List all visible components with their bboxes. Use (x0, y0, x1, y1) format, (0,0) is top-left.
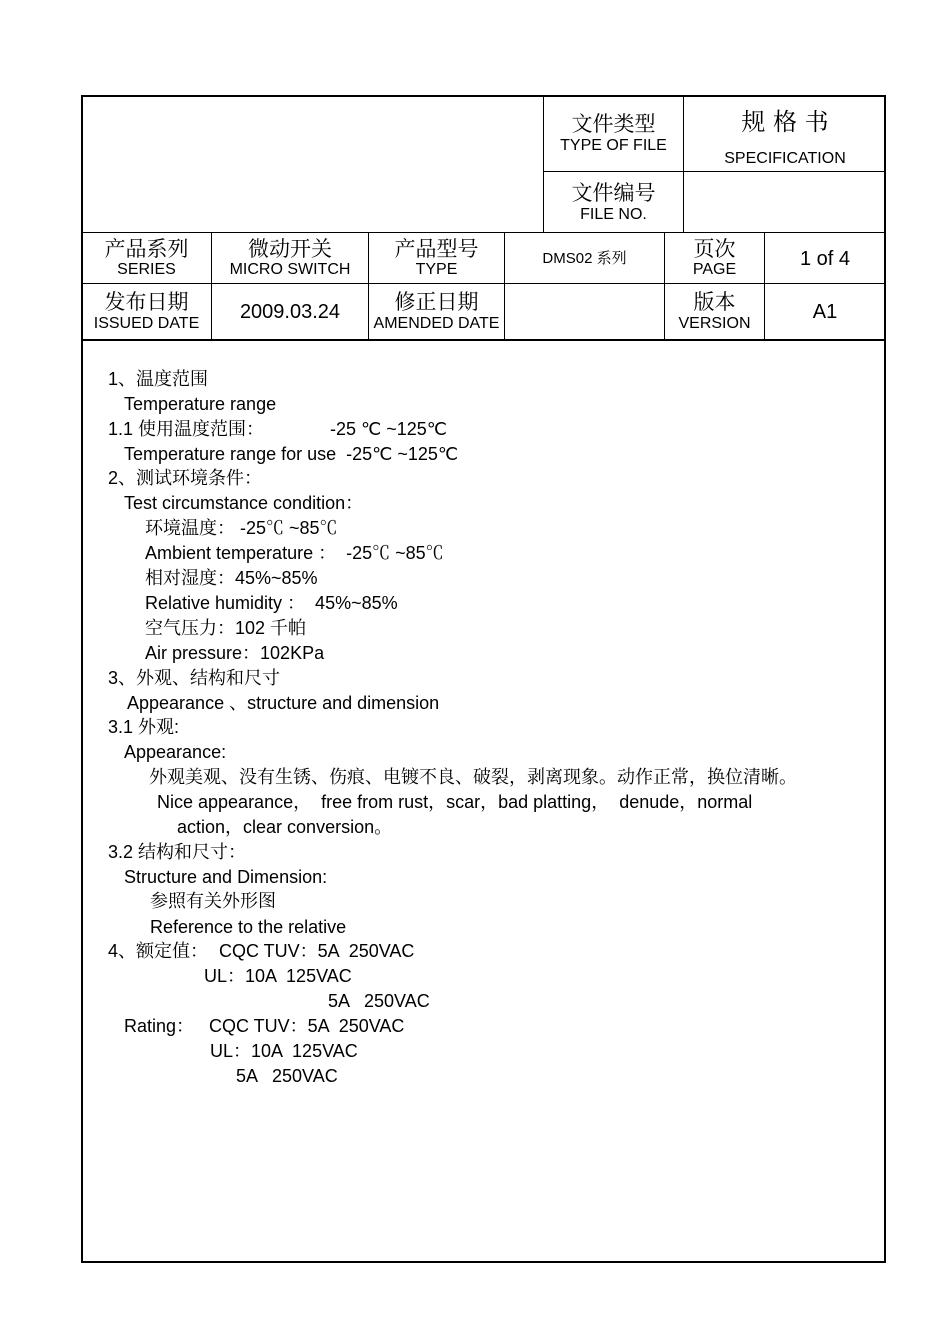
relative-humidity-en: Relative humidity ： 45%~85% (145, 593, 398, 613)
issued-date-label (82, 284, 211, 339)
section-3-heading-cn: 3、外观、结构和尺寸 (108, 668, 281, 688)
rating-ul-cn-line-2: 5A 250VAC (328, 991, 430, 1011)
ambient-temperature-en: Ambient temperature ： -25℃ ~85℃ (145, 543, 444, 563)
series-cn: 产品系列 (104, 236, 189, 261)
section-3-heading-en: Appearance 、structure and dimension (127, 693, 440, 713)
type-of-file-label (544, 97, 683, 171)
page-value-text: 1 of 4 (799, 247, 851, 270)
section-1-1-en: Temperature range for use -25℃ ~125℃ (124, 444, 459, 464)
rating-ul-en-line-1: UL：10A 125VAC (210, 1041, 358, 1061)
series-en: SERIES (117, 260, 176, 278)
section-3-2-heading-en: Structure and Dimension: (124, 867, 328, 887)
page-en: PAGE (692, 260, 737, 278)
amended-date-en: AMENDED DATE (373, 314, 500, 332)
section-4-heading-cn: 4、额定值： (108, 941, 209, 961)
structure-text-cn: 参照有关外形图 (150, 891, 276, 911)
type-cn: 产品型号 (394, 236, 479, 261)
section-1-heading-en: Temperature range (124, 394, 277, 414)
section-3-1-heading-cn: 3.1 外观: (108, 717, 180, 737)
air-pressure-en: Air pressure：102KPa (145, 643, 325, 663)
specification-en: SPECIFICATION (724, 150, 846, 167)
version-value-text: A1 (812, 300, 838, 323)
air-pressure-cn: 空气压力：102 千帕 (145, 618, 307, 638)
amended-date-cn: 修正日期 (394, 289, 479, 314)
series-label (82, 234, 211, 283)
file-no-cn: 文件编号 (571, 180, 656, 205)
rating-cqc-tuv-en: CQC TUV：5A 250VAC (209, 1016, 405, 1036)
section-1-1-value-cn: -25 ℃ ~125℃ (330, 419, 447, 439)
page-label (665, 234, 764, 283)
rating-cqc-tuv-cn: CQC TUV：5A 250VAC (219, 941, 415, 961)
version-en: VERSION (678, 314, 751, 332)
type-value-text: DMS02 系列 (542, 249, 627, 267)
section-3-1-heading-en: Appearance: (124, 742, 227, 762)
type-of-file-cn: 文件类型 (571, 112, 656, 136)
section-4-heading-en: Rating： (124, 1016, 195, 1036)
file-no-label (544, 173, 683, 232)
appearance-text-en-line-1: Nice appearance， free from rust，scar，bad platting， denude，normal (157, 792, 753, 812)
type-en: TYPE (415, 260, 458, 278)
header-bottom-line (81, 339, 886, 341)
series-value-en: MICRO SWITCH (229, 260, 351, 278)
type-label (369, 234, 504, 283)
grid-line (543, 171, 886, 172)
ambient-temperature-cn: 环境温度： -25℃ ~85℃ (145, 518, 338, 538)
version-cn: 版本 (693, 289, 736, 314)
page-cn: 页次 (693, 236, 736, 261)
structure-text-en: Reference to the relative (150, 917, 347, 937)
issued-date-value-text: 2009.03.24 (239, 300, 341, 323)
series-value (212, 234, 368, 283)
type-value (505, 234, 664, 283)
specification-title (684, 97, 886, 171)
relative-humidity-cn: 相对湿度：45%~85% (145, 568, 318, 588)
issued-date-cn: 发布日期 (104, 289, 189, 314)
page-value (765, 234, 885, 283)
appearance-text-cn: 外观美观、没有生锈、伤痕、电镀不良、破裂，剥离现象。动作正常，换位清晰。 (149, 767, 797, 787)
series-value-cn: 微动开关 (248, 236, 332, 261)
rating-ul-cn-line-1: UL：10A 125VAC (204, 966, 352, 986)
section-2-heading-cn: 2、测试环境条件： (108, 468, 263, 488)
rating-ul-en-line-2: 5A 250VAC (236, 1066, 338, 1086)
type-of-file-en: TYPE OF FILE (560, 137, 667, 154)
section-1-1-label-cn: 1.1 使用温度范围： (108, 419, 265, 439)
section-2-heading-en: Test circumstance condition： (124, 493, 364, 513)
grid-line (81, 232, 886, 233)
issued-date-en: ISSUED DATE (93, 314, 200, 332)
section-1-heading-cn: 1、温度范围 (108, 369, 209, 389)
section-3-2-heading-cn: 3.2 结构和尺寸： (108, 842, 247, 862)
amended-date-label (369, 284, 504, 339)
specification-cn: 规 格 书 (741, 108, 829, 136)
version-label (665, 284, 764, 339)
issued-date-value (212, 284, 368, 339)
version-value (765, 284, 885, 339)
appearance-text-en-line-2: action，clear conversion。 (177, 817, 393, 837)
file-no-en: FILE NO. (580, 205, 647, 223)
